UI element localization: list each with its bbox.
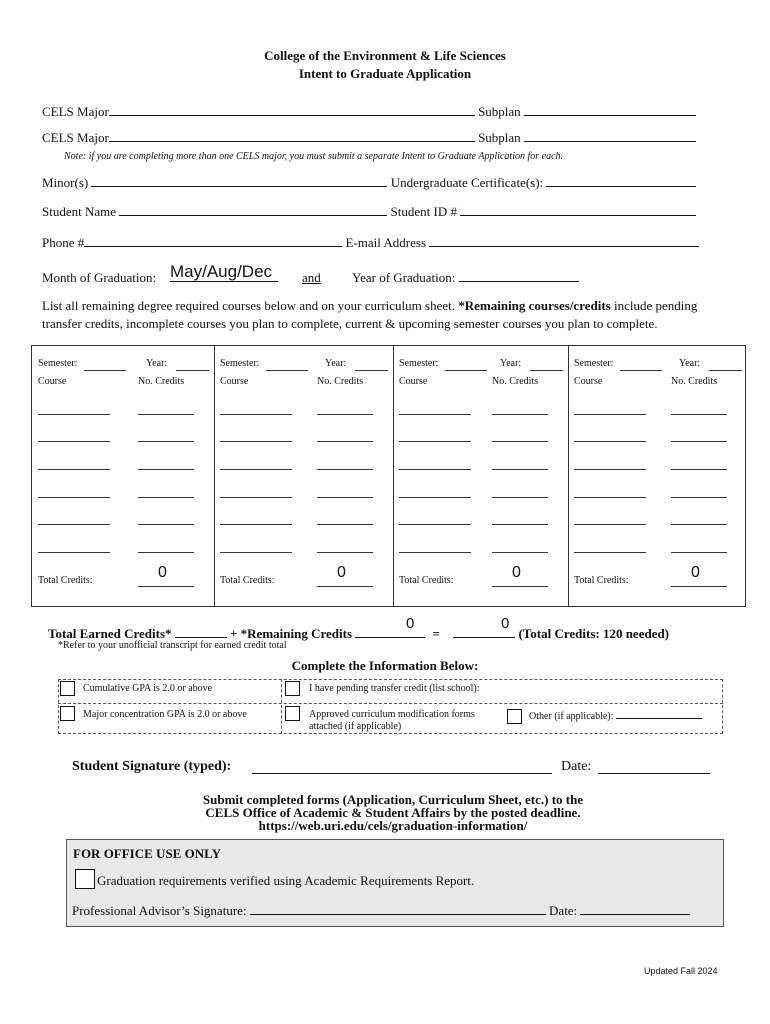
credits-field[interactable] [138,469,194,470]
course-field[interactable] [574,552,646,553]
credits-field[interactable] [317,414,373,415]
email-field[interactable] [429,235,699,247]
course-field[interactable] [220,441,292,442]
phone-label: Phone # [42,235,85,250]
credits-field[interactable] [138,552,194,553]
total-credits-field[interactable] [138,586,194,587]
credits-field[interactable] [671,414,727,415]
office-use-title: FOR OFFICE USE ONLY [73,846,221,861]
total-credits-value: 0 [512,564,521,581]
transfer-credit-checkbox[interactable] [285,681,300,696]
office-date-label: Date: [549,903,578,918]
submit-url-link[interactable]: https://web.uri.edu/cels/graduation-information/ [258,818,528,833]
student-id-label: Student ID # [390,204,457,219]
equals-sign: = [432,626,440,641]
minor-row [42,175,696,191]
credits-field[interactable] [317,469,373,470]
semester-field[interactable] [84,370,126,371]
curriculum-mod-checkbox[interactable] [285,706,300,721]
total-credits-value: 0 [337,564,346,581]
other-label: Other (if applicable): [529,711,614,722]
year-field[interactable] [459,270,579,282]
year-label: Year: [146,358,168,369]
credits-field[interactable] [138,441,194,442]
month-field[interactable]: May/Aug/Dec [170,262,278,282]
checklist-heading: Complete the Information Below: [291,658,479,673]
credits-field[interactable] [138,524,194,525]
credits-header: No. Credits [317,376,364,387]
course-field[interactable] [220,524,292,525]
multi-major-note: Note: if you are completing more than one CELS major, you must submit a separate Intent to Graduate Application for each. [64,151,564,162]
cels-major-label: CELS Major [42,104,109,119]
credits-field[interactable] [671,441,727,442]
submit-line-2: CELS Office of Academic & Student Affairs by the posted deadline. [205,805,581,820]
student-name-field[interactable] [119,204,387,216]
checklist-divider-row [58,703,723,704]
earned-field[interactable] [175,626,227,638]
college-title: College of the Environment & Life Sciences [264,48,506,63]
signature-date-field[interactable] [598,773,710,774]
form-title: Intent to Graduate Application [298,66,472,81]
cels-major-label: CELS Major [42,130,109,145]
month-label: Month of Graduation: [42,270,157,285]
course-field[interactable] [220,414,292,415]
year-field[interactable] [709,370,742,371]
instructions-text-end: include pending [610,298,698,313]
credits-field[interactable] [671,469,727,470]
semester-label: Semester: [399,358,439,369]
ug-cert-label: Undergraduate Certificate(s): [390,175,544,190]
course-field[interactable] [574,469,646,470]
minors-label: Minor(s) [42,175,89,190]
course-field[interactable] [574,497,646,498]
total-credits-label: Total Credits: [574,575,629,586]
student-name-label: Student Name [42,204,117,219]
instructions-line-1 [42,298,697,314]
semester-label: Semester: [220,358,260,369]
cels-major-field-1[interactable] [109,104,475,116]
curriculum-mod-label: Approved curriculum modification forms [309,709,475,720]
instructions-line-2: transfer credits, incomplete courses you plan to complete, current & upcoming semester courses you plan to complete. [42,316,658,331]
year-row [352,270,579,286]
course-field[interactable] [220,552,292,553]
course-header: Course [574,376,603,387]
credits-field[interactable] [492,497,548,498]
course-header: Course [38,376,67,387]
subplan-label: Subplan [478,130,521,145]
total-credits-field[interactable] [317,586,373,587]
course-field[interactable] [399,469,471,470]
course-field[interactable] [220,469,292,470]
credits-field[interactable] [492,469,548,470]
signature-field[interactable] [252,773,552,774]
credits-field[interactable] [138,414,194,415]
signature-date-label: Date: [561,759,592,774]
email-label: E-mail Address [345,235,427,250]
total-credits-value: 0 [691,564,700,581]
course-field[interactable] [574,441,646,442]
total-credits-label: Total Credits: [38,575,93,586]
cels-major-field-2[interactable] [109,130,475,142]
total-credits-label: Total Credits: [399,575,454,586]
semester-column-divider [214,346,215,606]
semester-label: Semester: [38,358,78,369]
course-field[interactable] [38,524,110,525]
advisor-signature-field[interactable] [250,903,546,915]
course-field[interactable] [38,414,110,415]
and-label: and [302,270,321,285]
verify-label: Graduation requirements verified using Academic Requirements Report. [97,873,475,888]
needed-label: (Total Credits: 120 needed) [518,626,670,641]
student-id-field[interactable] [460,204,696,216]
remaining-value: 0 [406,615,415,632]
course-field[interactable] [399,497,471,498]
phone-field[interactable] [84,235,342,247]
contact-row [42,235,699,251]
course-header: Course [399,376,428,387]
sum-value: 0 [501,615,510,632]
transfer-credit-label: I have pending transfer credit (list school): [309,683,480,694]
semester-field[interactable] [445,370,487,371]
major-gpa-label: Major concentration GPA is 2.0 or above [83,709,247,720]
semester-label: Semester: [574,358,614,369]
total-credits-field[interactable] [492,586,548,587]
year-field[interactable] [176,370,209,371]
other-checkbox[interactable] [507,709,522,724]
course-field[interactable] [399,441,471,442]
course-field[interactable] [399,552,471,553]
course-field[interactable] [38,441,110,442]
remaining-label: + *Remaining Credits [230,626,353,641]
semester-column-divider [568,346,569,606]
signature-label: Student Signature (typed): [72,759,232,774]
gpa-label: Cumulative GPA is 2.0 or above [83,683,213,694]
course-field[interactable] [220,497,292,498]
updated-label: Updated Fall 2024 [644,966,718,976]
credits-field[interactable] [492,414,548,415]
credits-field[interactable] [671,524,727,525]
credits-header: No. Credits [671,376,718,387]
cels-major-row-1 [42,104,696,120]
student-row [42,204,696,220]
verify-checkbox[interactable] [75,869,95,889]
remaining-field[interactable] [355,626,425,638]
major-gpa-checkbox[interactable] [60,706,75,721]
semester-column-divider [393,346,394,606]
instructions-bold: *Remaining courses/credits [458,298,611,313]
year-label: Year: [500,358,522,369]
credits-field[interactable] [671,552,727,553]
advisor-label: Professional Advisor’s Signature: [72,903,247,918]
subplan-label: Subplan [478,104,521,119]
course-field[interactable] [574,524,646,525]
advisor-row [72,903,690,919]
instructions-text: List all remaining degree required courses below and on your curriculum sheet. [42,298,459,313]
year-label: Year: [679,358,701,369]
gpa-checkbox[interactable] [60,681,75,696]
course-field[interactable] [399,524,471,525]
year-label: Year of Graduation: [352,270,456,285]
credits-field[interactable] [492,441,548,442]
semester-field[interactable] [620,370,662,371]
credits-field[interactable] [671,497,727,498]
course-field[interactable] [574,414,646,415]
office-use-box [66,839,724,927]
other-row [529,709,702,722]
cels-major-row-2 [42,130,696,146]
minors-field[interactable] [91,175,387,187]
subplan-field-2[interactable] [524,130,696,142]
credits-field[interactable] [317,552,373,553]
year-field[interactable] [355,370,388,371]
credits-field[interactable] [317,497,373,498]
course-field[interactable] [38,552,110,553]
credits-header: No. Credits [138,376,185,387]
credits-field[interactable] [492,524,548,525]
course-field[interactable] [38,469,110,470]
credits-field[interactable] [138,497,194,498]
subplan-field-1[interactable] [524,104,696,116]
ug-cert-field[interactable] [546,175,696,187]
year-field[interactable] [530,370,563,371]
semester-grid [31,345,746,607]
course-header: Course [220,376,249,387]
other-field[interactable] [616,709,702,719]
total-credits-label: Total Credits: [220,575,275,586]
semester-field[interactable] [266,370,308,371]
credits-field[interactable] [317,441,373,442]
office-date-field[interactable] [580,903,690,915]
earned-footnote: *Refer to your unofficial transcript for earned credit total [58,640,287,651]
total-credits-field[interactable] [671,586,727,587]
course-field[interactable] [399,414,471,415]
earned-label: Total Earned Credits* [48,626,172,641]
credits-field[interactable] [317,524,373,525]
submit-line-1: Submit completed forms (Application, Curriculum Sheet, etc.) to the [202,792,584,807]
course-field[interactable] [38,497,110,498]
credits-field[interactable] [492,552,548,553]
curriculum-mod-label-2: attached (if applicable) [309,721,402,732]
total-credits-value: 0 [158,564,167,581]
credits-header: No. Credits [492,376,539,387]
year-label: Year: [325,358,347,369]
